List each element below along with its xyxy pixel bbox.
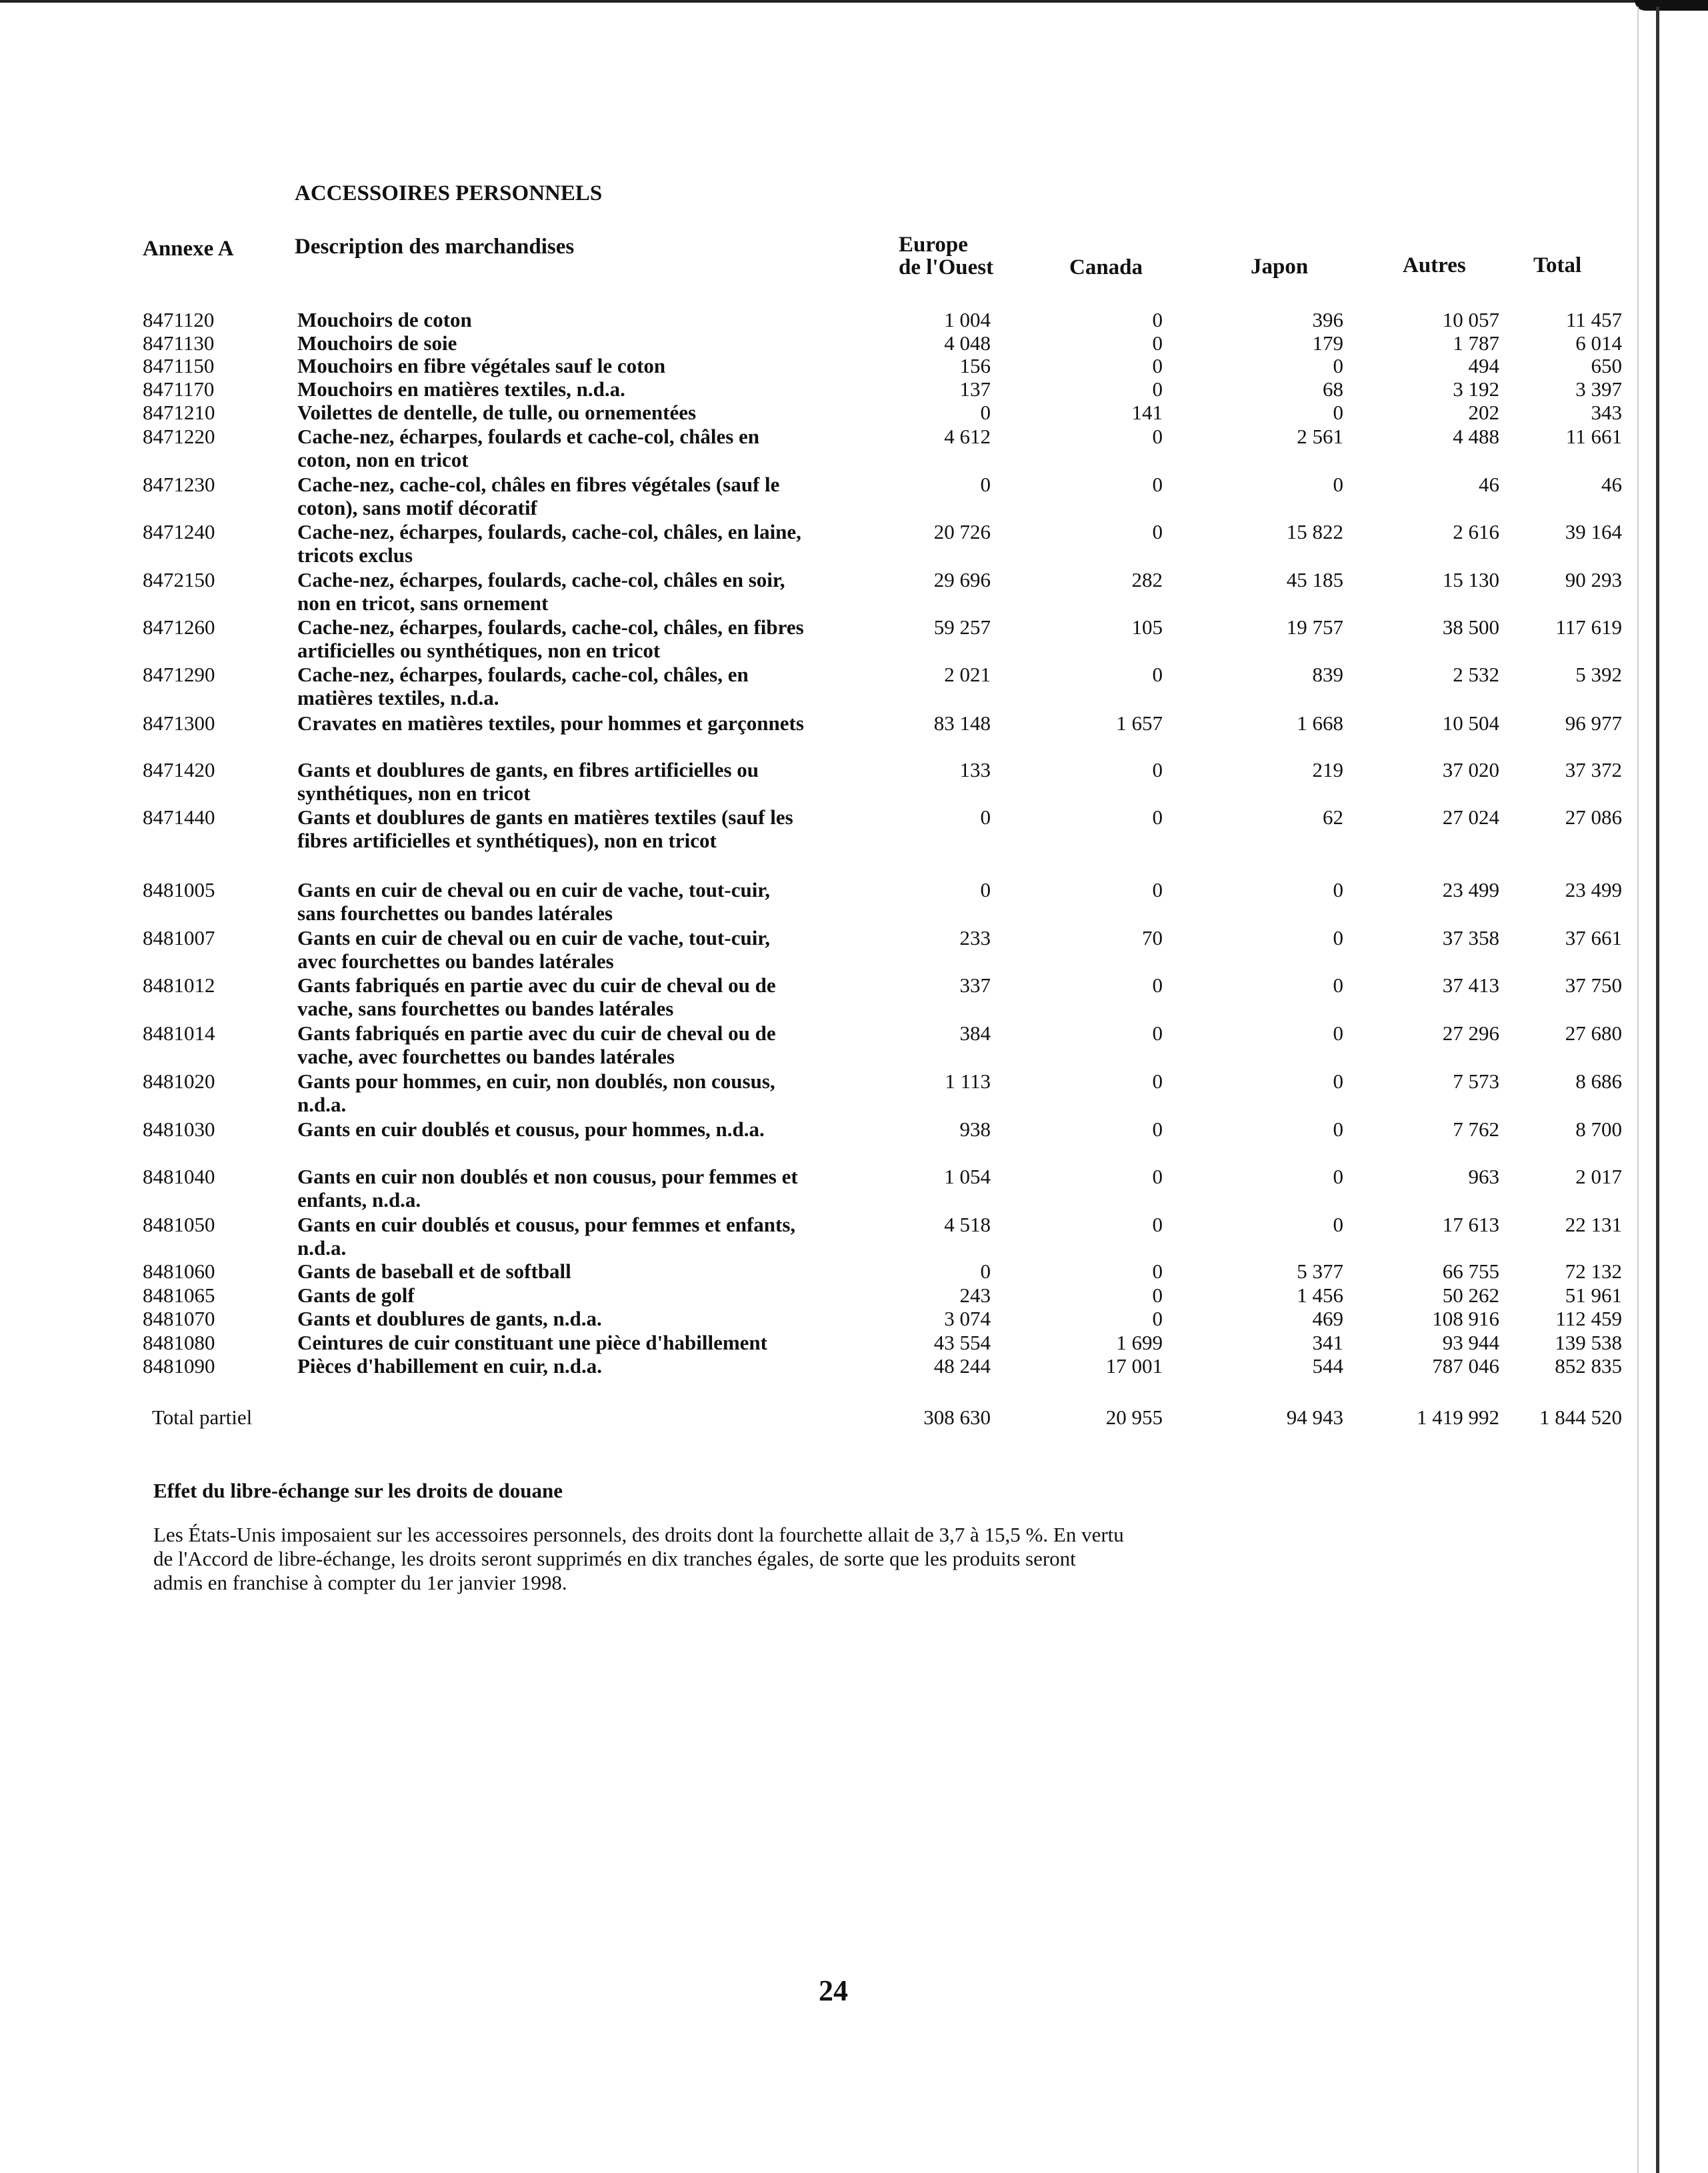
row-code: 8471420 (143, 758, 215, 781)
row-code: 8471210 (143, 401, 215, 424)
subtotal-europe: 308 630 (923, 1406, 991, 1429)
row-value-autres: 93 944 (1442, 1331, 1499, 1354)
row-value-total: 343 (1591, 401, 1622, 424)
row-value-total: 27 680 (1565, 1021, 1622, 1045)
row-value-japon: 0 (1333, 401, 1343, 424)
row-value-europe: 48 244 (933, 1354, 991, 1378)
row-value-europe: 1 113 (945, 1069, 991, 1093)
row-value-europe: 384 (959, 1021, 991, 1045)
row-value-japon: 0 (1333, 1165, 1343, 1188)
row-value-canada: 0 (1152, 1021, 1163, 1045)
row-value-europe: 1 054 (944, 1165, 991, 1188)
row-value-europe: 43 554 (933, 1331, 991, 1354)
row-value-autres: 27 296 (1442, 1021, 1499, 1045)
scan-corner-mark (1635, 0, 1708, 11)
row-value-japon: 839 (1312, 663, 1343, 686)
section-title: ACCESSOIRES PERSONNELS (295, 181, 603, 205)
row-value-total: 852 835 (1555, 1354, 1622, 1378)
row-code: 8481040 (143, 1165, 215, 1188)
row-value-europe: 137 (959, 377, 991, 401)
row-value-japon: 0 (1333, 1213, 1343, 1236)
row-value-japon: 19 757 (1286, 615, 1343, 639)
row-value-autres: 7 573 (1453, 1069, 1499, 1093)
row-value-total: 139 538 (1555, 1331, 1622, 1354)
row-value-total: 37 661 (1565, 926, 1622, 949)
row-value-total: 90 293 (1565, 568, 1622, 591)
row-description: Gants en cuir non doublés et non cousus, pour femmes et enfants, n.d.a. (297, 1165, 798, 1212)
row-value-canada: 0 (1152, 520, 1163, 543)
row-value-autres: 38 500 (1442, 615, 1499, 639)
header-canada: Canada (1069, 255, 1143, 279)
row-description: Gants et doublures de gants en matières textiles (sauf les fibres artificielles et synthétiques), non en tricot (297, 805, 793, 852)
row-value-europe: 4 518 (944, 1213, 991, 1236)
row-value-japon: 0 (1333, 1021, 1343, 1045)
row-value-canada: 0 (1152, 377, 1163, 401)
row-value-autres: 10 504 (1442, 711, 1499, 735)
row-value-europe: 938 (959, 1118, 991, 1141)
row-description: Gants fabriqués en partie avec du cuir de cheval ou de vache, sans fourchettes ou bandes latérales (297, 973, 776, 1020)
row-code: 8471130 (143, 331, 215, 355)
row-value-canada: 0 (1152, 1284, 1163, 1307)
row-value-autres: 494 (1468, 354, 1499, 377)
row-code: 8471240 (143, 520, 215, 543)
row-description: Cache-nez, écharpes, foulards, cache-col, châles en soir, non en tricot, sans ornement (297, 568, 785, 615)
row-description: Cache-nez, écharpes, foulards, cache-col, châles, en laine, tricots exclus (297, 520, 801, 567)
row-description: Mouchoirs de coton (297, 308, 472, 331)
row-description: Cache-nez, écharpes, foulards, cache-col, châles, en fibres artificielles ou synthétiques, non en tricot (297, 615, 804, 662)
row-value-total: 22 131 (1565, 1213, 1622, 1236)
row-code: 8481080 (143, 1331, 215, 1354)
row-value-europe: 2 021 (944, 663, 991, 686)
row-value-autres: 23 499 (1442, 878, 1499, 901)
row-value-japon: 0 (1333, 1118, 1343, 1141)
row-value-canada: 0 (1152, 973, 1163, 997)
row-value-total: 23 499 (1565, 878, 1622, 901)
row-value-europe: 0 (980, 473, 991, 496)
row-value-japon: 179 (1312, 331, 1343, 355)
row-description: Mouchoirs en matières textiles, n.d.a. (297, 377, 625, 401)
note-title: Effet du libre-échange sur les droits de douane (153, 1479, 563, 1502)
row-value-japon: 341 (1312, 1331, 1343, 1354)
row-code: 8481065 (143, 1284, 215, 1307)
row-value-japon: 45 185 (1286, 568, 1343, 591)
row-code: 8471300 (143, 711, 215, 735)
row-value-europe: 59 257 (933, 615, 991, 639)
row-value-japon: 1 668 (1297, 711, 1343, 735)
row-value-canada: 70 (1142, 926, 1163, 949)
row-value-autres: 66 755 (1442, 1260, 1499, 1283)
row-value-autres: 202 (1468, 401, 1499, 424)
row-code: 8481014 (143, 1021, 215, 1045)
row-value-europe: 233 (959, 926, 991, 949)
row-value-autres: 27 024 (1442, 805, 1499, 829)
row-description: Gants en cuir doublés et cousus, pour hommes, n.d.a. (297, 1118, 765, 1141)
row-value-japon: 219 (1312, 758, 1343, 781)
row-description: Voilettes de dentelle, de tulle, ou ornementées (297, 401, 697, 424)
row-value-autres: 3 192 (1453, 377, 1499, 401)
row-value-europe: 29 696 (933, 568, 991, 591)
row-value-total: 8 686 (1575, 1069, 1622, 1093)
row-value-japon: 15 822 (1286, 520, 1343, 543)
row-value-europe: 156 (959, 354, 991, 377)
row-value-autres: 15 130 (1442, 568, 1499, 591)
row-value-total: 72 132 (1565, 1260, 1622, 1283)
row-code: 8481020 (143, 1069, 215, 1093)
row-value-canada: 0 (1152, 308, 1163, 331)
row-value-europe: 0 (980, 878, 991, 901)
row-value-autres: 37 413 (1442, 973, 1499, 997)
row-value-autres: 50 262 (1442, 1284, 1499, 1307)
row-code: 8471230 (143, 473, 215, 496)
row-value-japon: 0 (1333, 354, 1343, 377)
row-value-canada: 141 (1131, 401, 1163, 424)
row-code: 8471290 (143, 663, 215, 686)
row-value-total: 27 086 (1565, 805, 1622, 829)
header-description: Description des marchandises (295, 235, 575, 259)
row-value-canada: 0 (1152, 1118, 1163, 1141)
row-value-japon: 0 (1333, 473, 1343, 496)
row-value-autres: 17 613 (1442, 1213, 1499, 1236)
row-value-total: 11 457 (1565, 308, 1622, 331)
row-value-japon: 0 (1333, 973, 1343, 997)
subtotal-label: Total partiel (152, 1406, 253, 1429)
subtotal-canada: 20 955 (1105, 1406, 1163, 1429)
row-value-total: 37 750 (1565, 973, 1622, 997)
row-value-canada: 0 (1152, 331, 1163, 355)
subtotal-autres: 1 419 992 (1417, 1406, 1499, 1429)
row-value-canada: 282 (1131, 568, 1163, 591)
row-description: Gants en cuir de cheval ou en cuir de vache, tout-cuir, sans fourchettes ou bandes latérales (297, 878, 770, 925)
row-value-canada: 0 (1152, 1069, 1163, 1093)
row-value-canada: 0 (1152, 1260, 1163, 1283)
row-value-japon: 469 (1312, 1307, 1343, 1330)
row-value-total: 6 014 (1575, 331, 1622, 355)
row-value-europe: 337 (959, 973, 991, 997)
header-europe-line1: Europe (899, 233, 968, 257)
row-value-total: 112 459 (1555, 1307, 1622, 1330)
row-description: Gants en cuir doublés et cousus, pour femmes et enfants, n.d.a. (297, 1213, 796, 1260)
row-description: Gants fabriqués en partie avec du cuir de cheval ou de vache, avec fourchettes ou bandes latérales (297, 1021, 776, 1068)
row-description: Cache-nez, écharpes, foulards, cache-col, châles, en matières textiles, n.d.a. (297, 663, 749, 709)
row-value-europe: 4 048 (944, 331, 991, 355)
row-value-canada: 0 (1152, 805, 1163, 829)
row-code: 8481070 (143, 1307, 215, 1330)
row-value-canada: 0 (1152, 425, 1163, 448)
row-value-japon: 544 (1312, 1354, 1343, 1378)
row-value-total: 37 372 (1565, 758, 1622, 781)
row-value-canada: 0 (1152, 758, 1163, 781)
row-code: 8481007 (143, 926, 215, 949)
row-value-canada: 0 (1152, 663, 1163, 686)
row-value-japon: 62 (1323, 805, 1343, 829)
row-value-total: 96 977 (1565, 711, 1622, 735)
row-description: Cravates en matières textiles, pour hommes et garçonnets (297, 711, 804, 735)
row-value-canada: 0 (1152, 354, 1163, 377)
row-code: 8471220 (143, 425, 215, 448)
scan-border-right (1656, 7, 1659, 2173)
row-description: Mouchoirs de soie (297, 331, 457, 355)
row-value-europe: 133 (959, 758, 991, 781)
row-code: 8481090 (143, 1354, 215, 1378)
row-code: 8481005 (143, 878, 215, 901)
row-code: 8471260 (143, 615, 215, 639)
row-description: Ceintures de cuir constituant une pièce d'habillement (297, 1331, 767, 1354)
row-code: 8481060 (143, 1260, 215, 1283)
scan-fold-line (1637, 7, 1639, 2173)
row-value-autres: 2 616 (1453, 520, 1499, 543)
row-value-japon: 68 (1323, 377, 1343, 401)
row-value-canada: 0 (1152, 1307, 1163, 1330)
row-value-japon: 0 (1333, 1069, 1343, 1093)
row-code: 8471120 (143, 308, 215, 331)
row-value-total: 5 392 (1575, 663, 1622, 686)
row-value-autres: 7 762 (1453, 1118, 1499, 1141)
row-value-autres: 2 532 (1453, 663, 1499, 686)
header-autres: Autres (1403, 253, 1466, 277)
row-code: 8481030 (143, 1118, 215, 1141)
row-description: Gants en cuir de cheval ou en cuir de vache, tout-cuir, avec fourchettes ou bandes latérales (297, 926, 770, 973)
row-value-europe: 3 074 (944, 1307, 991, 1330)
row-value-europe: 0 (980, 805, 991, 829)
row-value-japon: 2 561 (1297, 425, 1343, 448)
row-code: 8471170 (143, 377, 215, 401)
scan-border-top (0, 0, 1708, 3)
row-description: Gants et doublures de gants, en fibres artificielles ou synthétiques, non en tricot (297, 758, 759, 805)
row-value-europe: 243 (959, 1284, 991, 1307)
row-value-europe: 4 612 (944, 425, 991, 448)
row-description: Gants et doublures de gants, n.d.a. (297, 1307, 602, 1330)
header-total: Total (1533, 253, 1582, 277)
row-value-canada: 0 (1152, 1165, 1163, 1188)
subtotal-japon: 94 943 (1286, 1406, 1343, 1429)
header-japon: Japon (1251, 255, 1309, 279)
row-value-canada: 0 (1152, 878, 1163, 901)
row-value-total: 3 397 (1575, 377, 1622, 401)
row-value-total: 39 164 (1565, 520, 1622, 543)
row-value-europe: 1 004 (944, 308, 991, 331)
page-number: 24 (819, 1974, 848, 2007)
row-value-total: 46 (1601, 473, 1622, 496)
row-value-europe: 20 726 (933, 520, 991, 543)
row-code: 8472150 (143, 568, 215, 591)
row-value-autres: 37 020 (1442, 758, 1499, 781)
row-value-japon: 5 377 (1297, 1260, 1343, 1283)
row-code: 8481012 (143, 973, 215, 997)
row-value-canada: 105 (1131, 615, 1163, 639)
row-description: Gants de golf (297, 1284, 415, 1307)
row-value-canada: 0 (1152, 1213, 1163, 1236)
note-body: Les États-Unis imposaient sur les accessoires personnels, des droits dont la fourchette allait de 3,7 à 15,5 %. En vertu de l'Accord de libre-échange, les droits seront supprimés en dix tranches égales, de sorte que les produits seront admis en franchise à compter du 1er janvier 1998. (153, 1523, 1124, 1594)
row-value-japon: 1 456 (1297, 1284, 1343, 1307)
row-value-total: 8 700 (1575, 1118, 1622, 1141)
row-description: Mouchoirs en fibre végétales sauf le coton (297, 354, 666, 377)
row-value-europe: 83 148 (933, 711, 991, 735)
row-description: Cache-nez, écharpes, foulards et cache-col, châles en coton, non en tricot (297, 425, 760, 471)
row-value-autres: 46 (1479, 473, 1499, 496)
row-value-canada: 1 657 (1116, 711, 1163, 735)
row-value-total: 650 (1591, 354, 1622, 377)
row-code: 8471150 (143, 354, 215, 377)
row-value-autres: 37 358 (1442, 926, 1499, 949)
row-value-total: 51 961 (1565, 1284, 1622, 1307)
row-value-autres: 10 057 (1442, 308, 1499, 331)
row-value-europe: 0 (980, 401, 991, 424)
row-value-japon: 0 (1333, 878, 1343, 901)
row-description: Pièces d'habillement en cuir, n.d.a. (297, 1354, 602, 1378)
row-description: Gants pour hommes, en cuir, non doublés, non cousus, n.d.a. (297, 1069, 775, 1116)
row-description: Gants de baseball et de softball (297, 1260, 571, 1283)
subtotal-total: 1 844 520 (1539, 1406, 1622, 1429)
row-code: 8481050 (143, 1213, 215, 1236)
header-europe-line2: de l'Ouest (899, 255, 994, 279)
row-value-autres: 963 (1468, 1165, 1499, 1188)
row-value-japon: 0 (1333, 926, 1343, 949)
row-value-autres: 787 046 (1432, 1354, 1499, 1378)
row-value-autres: 1 787 (1453, 331, 1499, 355)
row-code: 8471440 (143, 805, 215, 829)
row-value-total: 117 619 (1555, 615, 1622, 639)
row-value-europe: 0 (980, 1260, 991, 1283)
row-description: Cache-nez, cache-col, châles en fibres végétales (sauf le coton), sans motif décoratif (297, 473, 780, 519)
row-value-autres: 4 488 (1453, 425, 1499, 448)
header-annex: Annexe A (143, 237, 234, 261)
row-value-autres: 108 916 (1432, 1307, 1499, 1330)
row-value-canada: 1 699 (1116, 1331, 1163, 1354)
row-value-total: 2 017 (1575, 1165, 1622, 1188)
row-value-japon: 396 (1312, 308, 1343, 331)
row-value-total: 11 661 (1565, 425, 1622, 448)
row-value-canada: 17 001 (1105, 1354, 1163, 1378)
row-value-canada: 0 (1152, 473, 1163, 496)
